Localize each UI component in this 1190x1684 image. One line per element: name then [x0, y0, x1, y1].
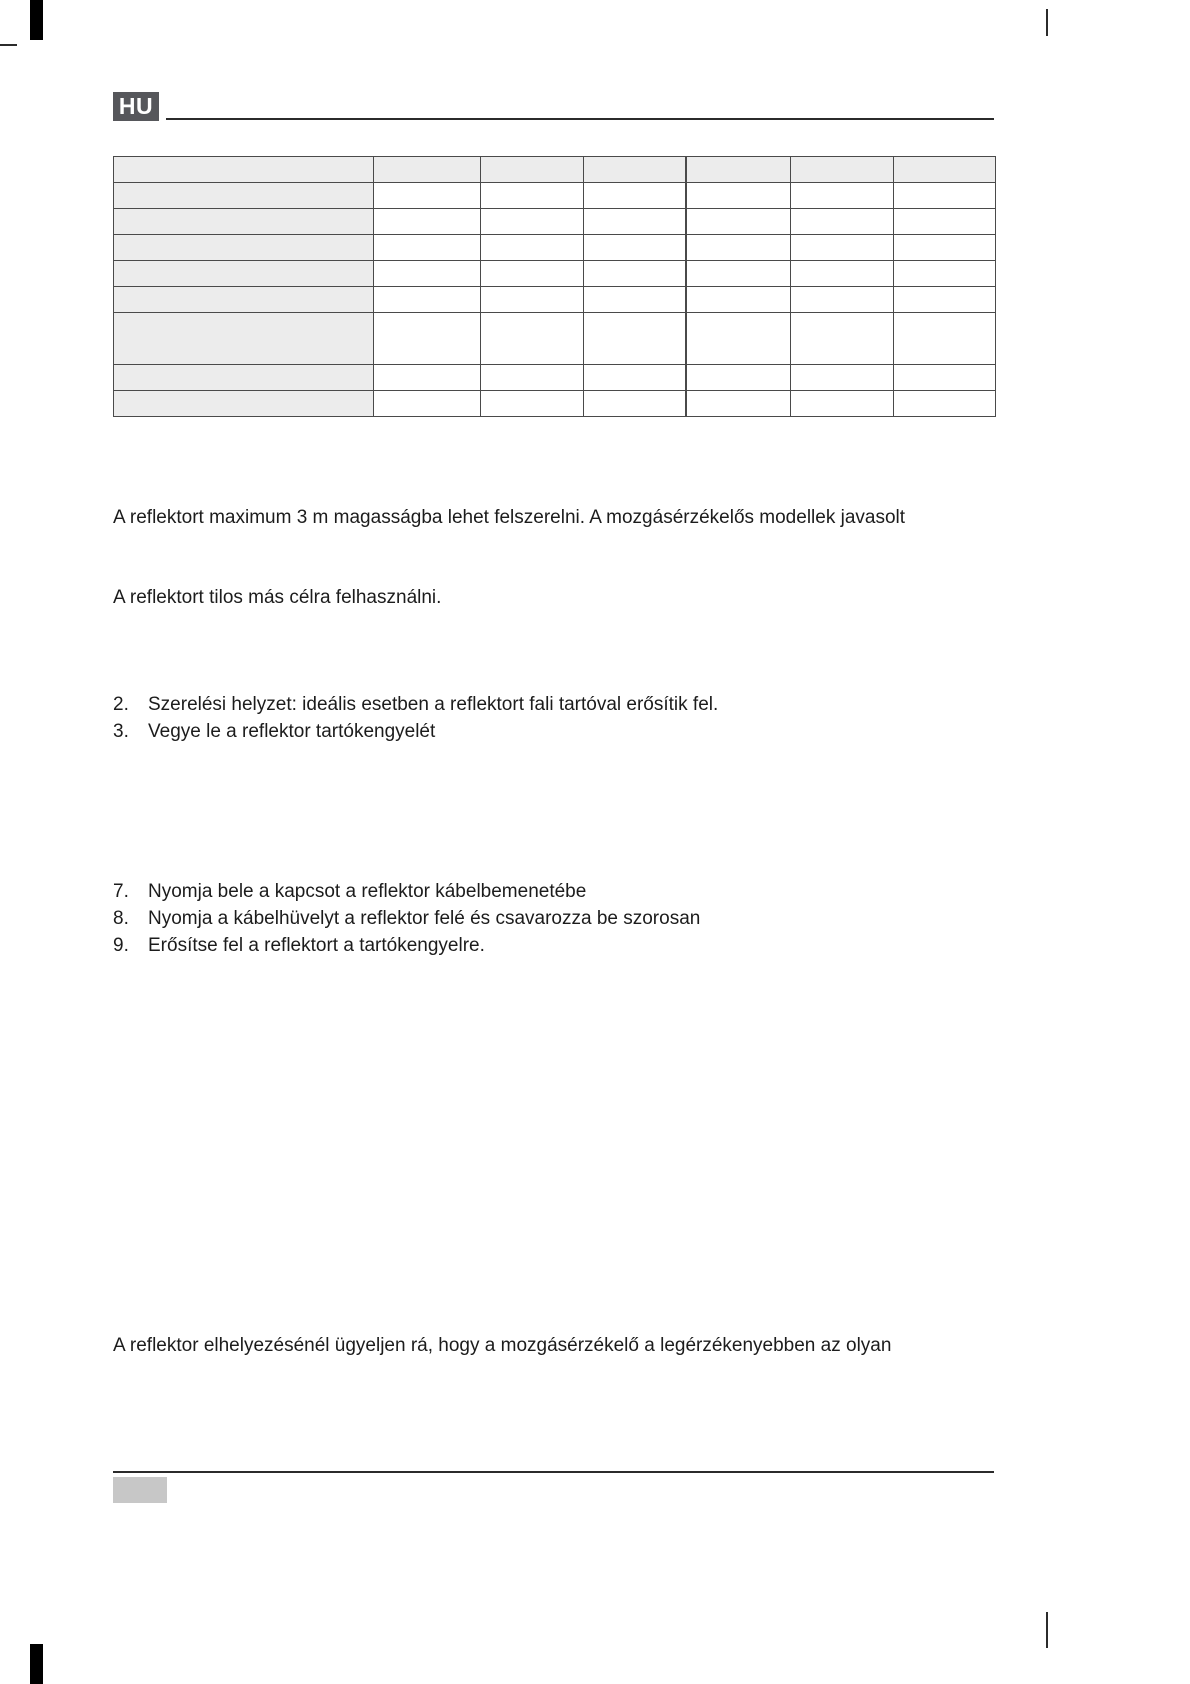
- spec-table-cell: [584, 391, 686, 417]
- spec-table-cell: [894, 209, 996, 235]
- spec-table-cell: [374, 313, 481, 365]
- spec-table-cell: [481, 287, 584, 313]
- spec-table-cell: [584, 209, 686, 235]
- spec-table-cell: [894, 365, 996, 391]
- language-badge: HU: [113, 92, 159, 121]
- step-text: Nyomja bele a kapcsot a reflektor kábelbemenetébe: [148, 881, 587, 902]
- spec-table-cell: [686, 287, 791, 313]
- spec-table-cell: [791, 209, 894, 235]
- step-number: 2.: [113, 694, 129, 715]
- spec-table-cell: [894, 157, 996, 183]
- step-number: 7.: [113, 881, 129, 902]
- spec-table-cell: [374, 287, 481, 313]
- spec-table-cell: [481, 183, 584, 209]
- step-item: [113, 905, 997, 932]
- step-item: [113, 878, 997, 905]
- spec-table-cell: [686, 365, 791, 391]
- spec-table-cell: [481, 157, 584, 183]
- spec-table-cell: [374, 209, 481, 235]
- step-text: Erősítse fel a reflektort a tartókengyelre.: [148, 935, 485, 956]
- spec-table-cell: [686, 157, 791, 183]
- spec-table-cell: [791, 157, 894, 183]
- step-number: 8.: [113, 908, 129, 929]
- spec-table-cell: [894, 287, 996, 313]
- spec-table-cell: [114, 391, 374, 417]
- spec-table-cell: [686, 391, 791, 417]
- spec-table-cell: [791, 365, 894, 391]
- spec-table-cell: [686, 209, 791, 235]
- steps-list-installation: [113, 691, 997, 745]
- spec-table-cell: [791, 287, 894, 313]
- step-number: 9.: [113, 935, 129, 956]
- spec-table-cell: [584, 235, 686, 261]
- step-item: [113, 718, 997, 745]
- paragraph-usage-restriction: A reflektort tilos más célra felhasználni.: [113, 587, 442, 608]
- spec-table-cell: [114, 183, 374, 209]
- spec-table-cell: [374, 365, 481, 391]
- spec-table-cell: [686, 183, 791, 209]
- spec-table-cell: [481, 209, 584, 235]
- spec-table-cell: [791, 235, 894, 261]
- spec-table-cell: [686, 235, 791, 261]
- spec-table-cell: [791, 183, 894, 209]
- spec-table-cell: [584, 157, 686, 183]
- spec-table-cell: [114, 157, 374, 183]
- spec-table-cell: [114, 365, 374, 391]
- spec-table-cell: [584, 183, 686, 209]
- spec-table-cell: [894, 313, 996, 365]
- spec-table-cell: [894, 183, 996, 209]
- spec-table-cell: [686, 261, 791, 287]
- spec-table-cell: [584, 261, 686, 287]
- step-text: Vegye le a reflektor tartókengyelét: [148, 721, 436, 742]
- spec-table-cell: [481, 365, 584, 391]
- spec-table-cell: [481, 313, 584, 365]
- spec-table-cell: [686, 313, 791, 365]
- spec-table-cell: [481, 261, 584, 287]
- paragraph-install-height: A reflektort maximum 3 m magasságba lehet felszerelni. A mozgásérzékelős modellek javasolt: [113, 507, 906, 528]
- header-rule: [166, 118, 994, 120]
- spec-table-cell: [791, 261, 894, 287]
- spec-table-cell: [481, 235, 584, 261]
- spec-table-cell: [481, 391, 584, 417]
- step-item: [113, 691, 997, 718]
- crop-mark-top-right-line: [1046, 9, 1048, 36]
- step-item: [113, 932, 997, 959]
- spec-table-cell: [114, 287, 374, 313]
- spec-table-cell: [114, 235, 374, 261]
- spec-table-cell: [894, 235, 996, 261]
- crop-mark-bottom-left-bar: [30, 1644, 43, 1684]
- spec-table-cell: [114, 313, 374, 365]
- spec-table-cell: [374, 235, 481, 261]
- spec-table: [113, 156, 996, 417]
- step-text: Szerelési helyzet: ideális esetben a reflektort fali tartóval erősítik fel.: [148, 694, 719, 715]
- spec-table-cell: [374, 261, 481, 287]
- spec-table-cell: [374, 183, 481, 209]
- crop-mark-bottom-right-line: [1046, 1612, 1048, 1648]
- spec-table-cell: [894, 391, 996, 417]
- spec-table-cell: [374, 157, 481, 183]
- spec-table-cell: [584, 313, 686, 365]
- crop-mark-top-left-bar: [30, 0, 43, 40]
- step-number: 3.: [113, 721, 129, 742]
- step-text: Nyomja a kábelhüvelyt a reflektor felé és csavarozza be szorosan: [148, 908, 701, 929]
- paragraph-sensor-note: A reflektor elhelyezésénél ügyeljen rá, hogy a mozgásérzékelő a legérzékenyebben az olyan: [113, 1335, 892, 1356]
- steps-list-mounting: [113, 878, 997, 959]
- spec-table-cell: [584, 287, 686, 313]
- page-number-box: [113, 1477, 167, 1503]
- spec-table-cell: [114, 209, 374, 235]
- spec-table-cell: [584, 365, 686, 391]
- spec-table-cell: [791, 391, 894, 417]
- crop-mark-top-left-tick: [0, 44, 17, 46]
- spec-table-cell: [894, 261, 996, 287]
- spec-table-cell: [791, 313, 894, 365]
- spec-table-cell: [374, 391, 481, 417]
- footer-rule: [113, 1471, 994, 1473]
- spec-table-cell: [114, 261, 374, 287]
